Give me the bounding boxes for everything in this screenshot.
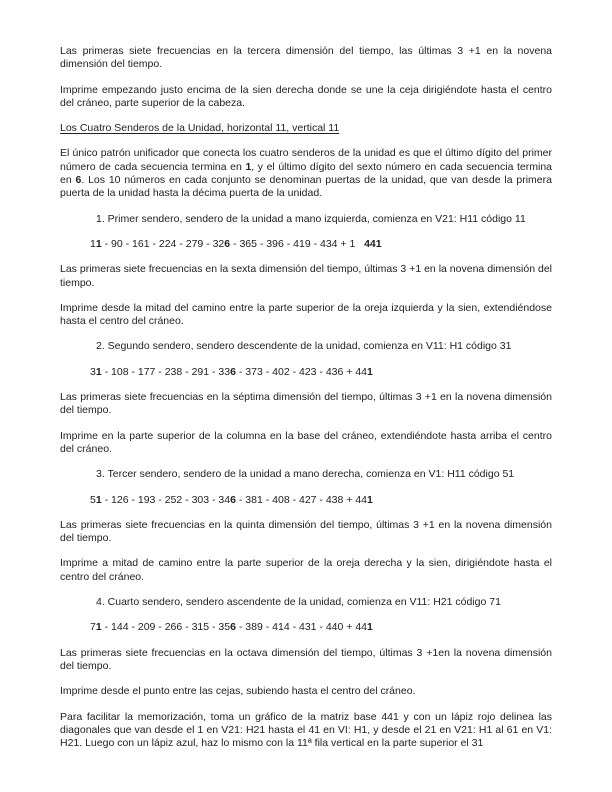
text-run: 3. Tercer sendero, sendero de la unidad a mano derecha, comienza en V1: H11 código 51 bbox=[96, 468, 515, 481]
text-run: - 144 - 209 - 266 - 315 - 35 bbox=[101, 621, 231, 634]
paragraph bbox=[60, 45, 552, 72]
text-run: 2. Segundo sendero, sendero descendente de la unidad, comienza en V11: H1 código 31 bbox=[96, 340, 512, 353]
text-run: - 126 - 193 - 252 - 303 - 34 bbox=[101, 493, 231, 506]
paragraph bbox=[60, 302, 552, 329]
path-list-item bbox=[96, 340, 552, 353]
text-run: , y el último dígito del sexto número en cada secuencia termina en bbox=[60, 160, 553, 187]
paragraph bbox=[60, 263, 552, 290]
paragraph bbox=[60, 391, 552, 418]
text-run: Imprime empezando justo encima de la sien derecha donde se une la ceja dirigiéndote hasta el centro del cráneo, parte superior de la cabeza. bbox=[60, 83, 552, 109]
text-run: Los Cuatro Senderos de la Unidad, horizontal 11, vertical 11 bbox=[60, 122, 340, 135]
text-run: 5 bbox=[90, 493, 96, 506]
frequency-sequence bbox=[90, 366, 552, 379]
text-run: Imprime desde la mitad del camino entre la parte superior de la oreja izquierda y la sien, extendiéndose hasta el centro del cráneo. bbox=[60, 301, 552, 328]
text-run: Las primeras siete frecuencias en la quinta dimensión del tiempo, últimas 3 +1 en la novena dimensión del tiempo. bbox=[60, 518, 552, 545]
text-run: - 90 - 161 - 224 - 279 - 32 bbox=[101, 237, 225, 250]
text-run: 1 bbox=[95, 365, 102, 378]
paragraph bbox=[60, 711, 552, 751]
text-run: 1 bbox=[367, 365, 373, 378]
text-run: Imprime en la parte superior de la columna en la base del cráneo, extendiéndote hasta arriba el centro del cráneo. bbox=[60, 429, 552, 455]
text-run: - 365 - 396 - 419 - 434 + 1 bbox=[230, 237, 365, 250]
text-run: 6 bbox=[230, 621, 236, 634]
text-run: 4. Cuarto sendero, sendero ascendente de la unidad, comienza en V11: H21 código 71 bbox=[96, 596, 501, 609]
text-run: - 389 - 414 - 431 - 440 + 44 bbox=[235, 621, 367, 634]
text-run: El único patrón unificador que conecta los cuatro senderos de la unidad es que el último dígito del primer número de cada secuencia termina en bbox=[60, 147, 552, 173]
text-run: Imprime a mitad de camino entre la parte superior de la oreja derecha y la sien, dirigiéndote hasta el centro del cráneo. bbox=[60, 557, 552, 583]
text-run: 1 bbox=[245, 160, 252, 173]
frequency-sequence bbox=[90, 494, 552, 507]
text-run: Las primeras siete frecuencias en la séptima dimensión del tiempo, últimas 3 +1 en la novena dimensión del tiempo. bbox=[60, 391, 552, 417]
text-run: 441 bbox=[364, 237, 382, 250]
path-list-item bbox=[96, 213, 552, 226]
text-run: - 108 - 177 - 238 - 291 - 33 bbox=[101, 365, 231, 378]
paragraph bbox=[60, 685, 552, 698]
text-run: 7 bbox=[90, 621, 96, 634]
text-run: Para facilitar la memorización, toma un gráfico de la matriz base 441 y con un lápiz rojo delinea las diagonales que van desde el 1 en V21: H21 hasta el 41 en VI: H1, y desde el 21 en V21: H1 al 61 en V1: H21. Luego con un lápiz azul, haz lo mismo con la 11ª fila vertical en la parte superior el 31 bbox=[60, 710, 552, 750]
paragraph bbox=[60, 647, 552, 674]
text-run: 1 bbox=[95, 621, 102, 634]
text-run: Imprime desde el punto entre las cejas, subiendo hasta el centro del cráneo. bbox=[60, 685, 416, 698]
frequency-sequence bbox=[90, 621, 552, 634]
text-run: 6 bbox=[224, 237, 231, 250]
text-run: 1 bbox=[95, 237, 102, 250]
paragraph bbox=[60, 519, 552, 546]
text-run: Las primeras siete frecuencias en la sexta dimensión del tiempo, últimas 3 +1 en la novena dimensión del tiempo. bbox=[60, 263, 552, 289]
path-list-item bbox=[96, 468, 552, 481]
frequency-sequence bbox=[90, 238, 552, 251]
section-heading bbox=[60, 122, 552, 135]
text-run: 6 bbox=[230, 365, 236, 378]
paragraph bbox=[60, 84, 552, 111]
text-run: 6 bbox=[75, 174, 82, 187]
paragraph bbox=[60, 430, 552, 457]
text-run: 3 bbox=[90, 365, 96, 378]
path-list-item bbox=[96, 596, 552, 609]
text-run: . Los 10 números en cada conjunto se denominan puertas de la unidad, que van desde la primera puerta de la unidad hasta la décima puerta de la unidad. bbox=[60, 174, 552, 200]
text-run: - 373 - 402 - 423 - 436 + 44 bbox=[235, 365, 367, 378]
paragraph bbox=[60, 147, 552, 200]
text-run: 1 bbox=[367, 621, 373, 634]
document-body bbox=[60, 45, 552, 750]
text-run: Las primeras siete frecuencias en la octava dimensión del tiempo, últimas 3 +1en la novena dimensión del tiempo. bbox=[60, 646, 552, 672]
text-run: 1 bbox=[367, 493, 373, 506]
text-run: 1 bbox=[95, 493, 102, 506]
text-run: 1 bbox=[90, 237, 96, 250]
text-run: 6 bbox=[230, 493, 236, 506]
text-run: 1. Primer sendero, sendero de la unidad a mano izquierda, comienza en V21: H11 código 11 bbox=[96, 212, 526, 225]
text-run: Las primeras siete frecuencias en la tercera dimensión del tiempo, las últimas 3 +1 en la novena dimensión del tiempo. bbox=[60, 45, 552, 71]
text-run: - 381 - 408 - 427 - 438 + 44 bbox=[235, 493, 367, 506]
paragraph bbox=[60, 557, 552, 584]
